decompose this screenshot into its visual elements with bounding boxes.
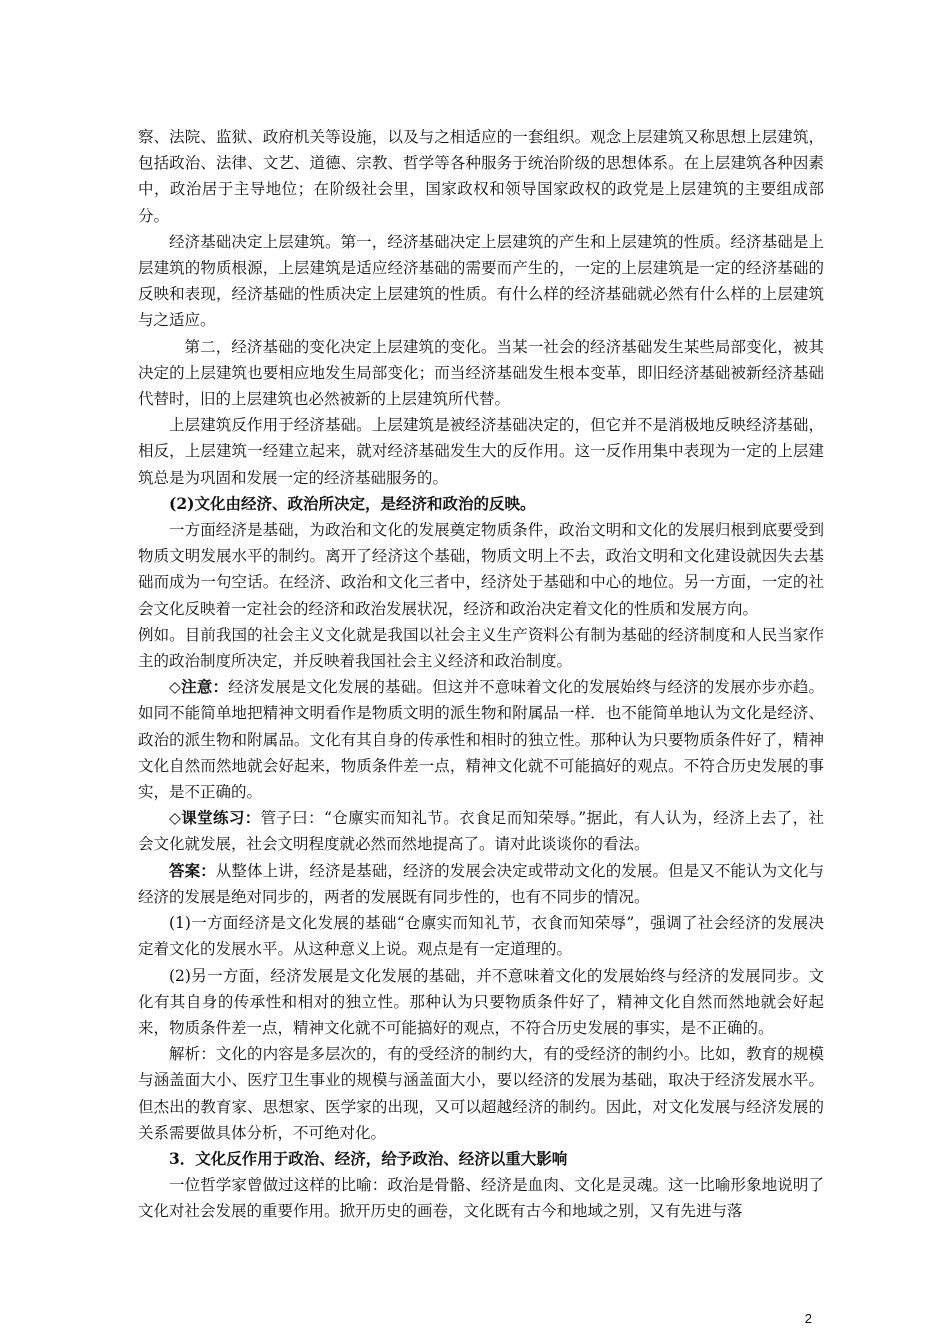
paragraph-answer-point-1: (1)一方面经济是文化发展的基础“仓廪实而知礼节，衣食而知荣辱”，强调了社会经济的发展决定着文化的发展水平。从这种意义上说。观点是有一定道理的。 — [138, 914, 824, 959]
paragraph-second-point: 第二，经济基础的变化决定上层建筑的变化。当某一社会的经济基础发生某些局部变化，被其决定的上层建筑也要相应地发生局部变化；而当经济基础发生根本变革，即旧经济基础被新经济基础代替时，旧的上层建筑也必然被新的上层建筑所代替。 — [138, 337, 824, 409]
answer-text: 从整体上讲，经济是基础，经济的发展会决定或带动文化的发展。但是又不能认为文化与经济的发展是绝对同步的，两者的发展既有同步性的，也有不同步的情况。 — [138, 861, 824, 906]
section-heading-culture-determined: (2)文化由经济、政治所决定，是经济和政治的反映。 — [169, 493, 536, 513]
document-body — [138, 124, 824, 1225]
exercise-text: 管子曰：“仓廪实而知礼节。衣食足而知荣辱。”据此，有人认为，经济上去了，社会文化就发展，社会文明程度就必然而然地提高了。请对此谈谈你的看法。 — [138, 809, 824, 854]
answer-label: 答案： — [169, 860, 216, 880]
paragraph-reaction: 上层建筑反作用于经济基础。上层建筑是被经济基础决定的，但它并不是消极地反映经济基础，相反，上层建筑一经建立起来，就对经济基础发生大的反作用。这一反作用集中表现为一定的上层建筑总是为巩固和发展一定的经济基础服务的。 — [138, 416, 824, 487]
section-heading-culture-reaction: 3．文化反作用于政治、经济，给予政治、经济以重大影响 — [169, 1148, 568, 1168]
note-label: ◇注意： — [169, 677, 229, 697]
paragraph-answer — [138, 858, 824, 910]
exercise-label: ◇课堂练习： — [169, 808, 261, 828]
paragraph-analysis: 解析：文化的内容是多层次的，有的受经济的制约大，有的受经济的制约小。比如，教育的规模与涵盖面大小、医疗卫生事业的规模与涵盖面大小，要以经济的发展为基础，取决于经济发展水平。但杰出的教育家、思想家、医学家的出现，又可以超越经济的制约。因此，对文化发展与经济发展的关系需要做具体分析，不可绝对化。 — [138, 1045, 824, 1142]
paragraph-philosopher-metaphor: 一位哲学家曾做过这样的比喻：政治是骨骼、经济是血肉、文化是灵魂。这一比喻形象地说明了文化对社会发展的重要作用。掀开历史的画卷，文化既有古今和地域之别，又有先进与落 — [138, 1176, 824, 1221]
paragraph-economy-basis: 一方面经济是基础，为政治和文化的发展奠定物质条件，政治文明和文化的发展归根到底要受到物质文明发展水平的制约。离开了经济这个基础，物质文明上不去，政治文明和文化建设就因失去基础而成为一句空话。在经济、政治和文化三者中，经济处于基础和中心的地位。另一方面，一定的社会文化反映着一定社会的经济和政治发展状况，经济和政治决定着文化的性质和发展方向。 — [138, 521, 824, 618]
paragraph-answer-point-2: (2)另一方面，经济发展是文化发展的基础，并不意味着文化的发展始终与经济的发展同步。文化有其自身的传承性和相对的独立性。那种认为只要物质条件好了，精神文化自然而然地就会好起来，物质条件差一点，精神文化就不可能搞好的观点，不符合历史发展的事实，是不正确的。 — [138, 966, 824, 1037]
note-text: 经济发展是文化发展的基础。但这并不意味着文化的发展始终与经济的发展亦步亦趋。如同不能简单地把精神文明看作是物质文明的派生物和附属品一样．也不能简单地认为文化是经济、政治的派生物和附属品。文化有其自身的传承性和相时的独立性。那种认为只要物质条件好了，精神文化自然而然地就会好起来，物质条件差一点，精神文化就不可能搞好的观点。不符合历史发展的事实，是不正确的。 — [138, 678, 824, 802]
paragraph-economic-base-determines: 经济基础决定上层建筑。第一，经济基础决定上层建筑的产生和上层建筑的性质。经济基础是上层建筑的物质根源，上层建筑是适应经济基础的需要而产生的，一定的上层建筑是一定的经济基础的反映和表现，经济基础的性质决定上层建筑的性质。有什么样的经济基础就必然有什么样的上层建筑与之适应。 — [138, 232, 824, 330]
paragraph-exercise — [138, 805, 824, 857]
paragraph-note — [138, 674, 824, 805]
paragraph-example: 例如。目前我国的社会主义文化就是我国以社会主义生产资料公有制为基础的经济制度和人民当家作主的政治制度所决定，并反映着我国社会主义经济和政治制度。 — [138, 625, 824, 671]
page-number: 2 — [804, 1311, 812, 1326]
paragraph-superstructure-continuation: 察、法院、监狱、政府机关等设施，以及与之相适应的一套组织。观念上层建筑又称思想上层建筑，包括政治、法律、文艺、道德、宗教、哲学等各种服务于统治阶级的思想体系。在上层建筑各种因素中，政治居于主导地位；在阶级社会里，国家政权和领导国家政权的政党是上层建筑的主要组成部分。 — [138, 128, 824, 225]
